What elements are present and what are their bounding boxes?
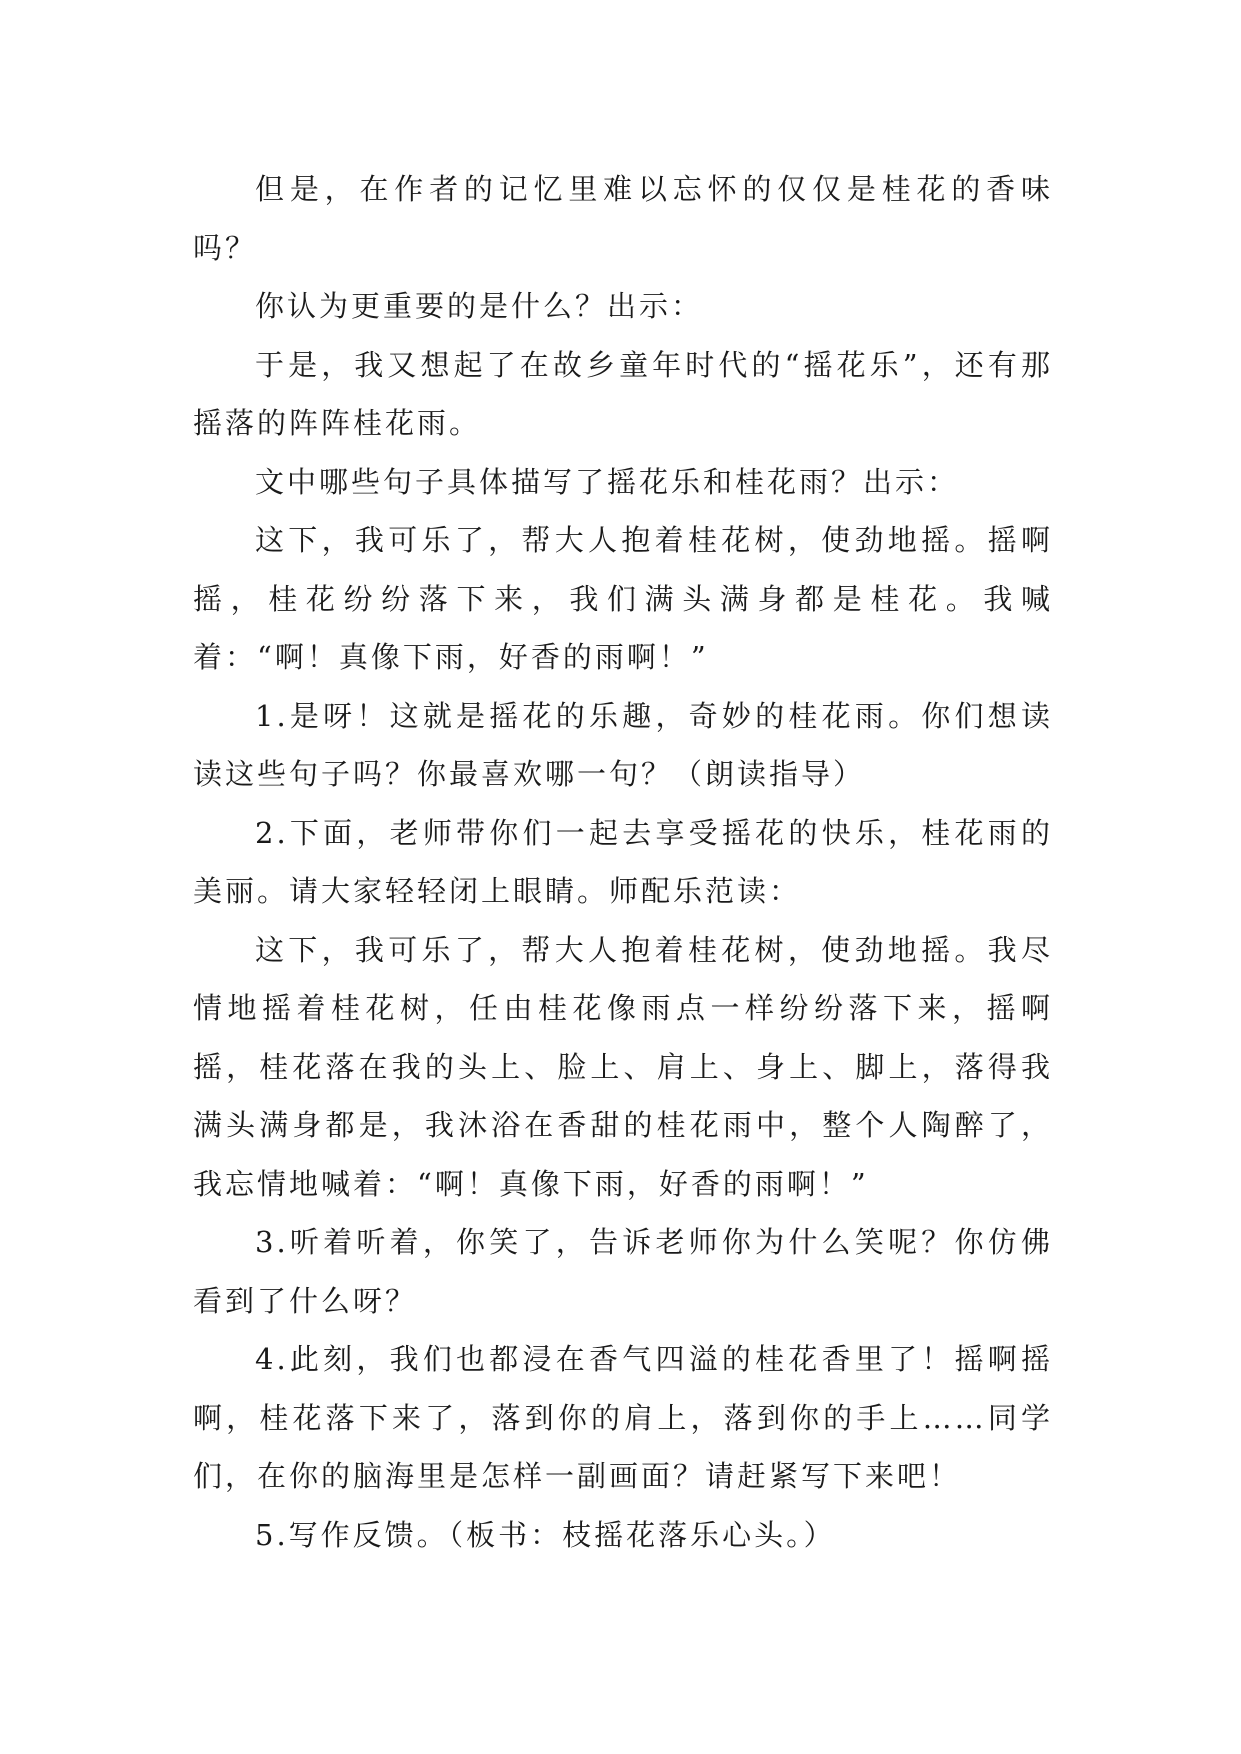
- paragraph-question-fragrance: 但是，在作者的记忆里难以忘怀的仅仅是桂花的香味吗？: [193, 172, 1053, 265]
- paragraph-quote-yaohuale: 于是，我又想起了在故乡童年时代的“摇花乐”，还有那摇落的阵阵桂花雨。: [193, 347, 1053, 440]
- paragraph-step-5: 5.写作反馈。（板书：枝摇花落乐心头。）: [255, 1517, 836, 1552]
- paragraph-step-2: 2.下面，老师带你们一起去享受摇花的快乐，桂花雨的美丽。请大家轻轻闭上眼睛。师配乐范读：: [193, 815, 1053, 908]
- paragraph-step-1: 1.是呀！这就是摇花的乐趣，奇妙的桂花雨。你们想读读这些句子吗？你最喜欢哪一句？（朗读指导）: [193, 698, 1053, 791]
- paragraph-quote-extended: 这下，我可乐了，帮大人抱着桂花树，使劲地摇。我尽情地摇着桂花树，任由桂花像雨点一样纷纷落下来，摇啊摇，桂花落在我的头上、脸上、肩上、身上、脚上，落得我满头满身都是，我沐浴在香甜的桂花雨中，整个人陶醉了，我忘情地喊着：“啊！真像下雨，好香的雨啊！”: [193, 932, 1053, 1201]
- document-body: [193, 160, 1053, 1564]
- paragraph-quote-shaking: 这下，我可乐了，帮大人抱着桂花树，使劲地摇。摇啊摇，桂花纷纷落下来，我们满头满身都是桂花。我喊着：“啊！真像下雨，好香的雨啊！”: [193, 523, 1053, 674]
- paragraph-which-sentences: 文中哪些句子具体描写了摇花乐和桂花雨？出示：: [255, 464, 960, 499]
- paragraph-step-4: 4.此刻，我们也都浸在香气四溢的桂花香里了！摇啊摇啊，桂花落下来了，落到你的肩上，落到你的手上……同学们，在你的脑海里是怎样一副画面？请赶紧写下来吧！: [193, 1342, 1053, 1493]
- paragraph-step-3: 3.听着听着，你笑了，告诉老师你为什么笑呢？你仿佛看到了什么呀？: [193, 1225, 1053, 1318]
- paragraph-more-important: 你认为更重要的是什么？出示：: [255, 289, 704, 323]
